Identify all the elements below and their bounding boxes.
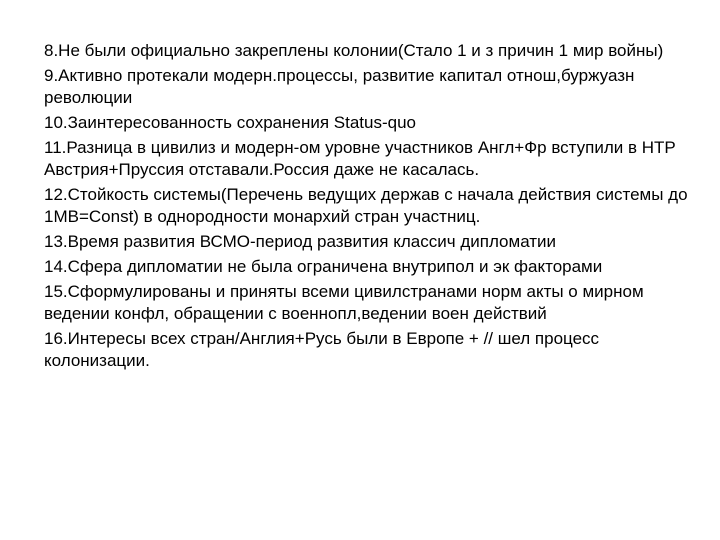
list-item-13: 13.Время развития ВСМО-период развития классич дипломатии <box>44 232 557 251</box>
list-item-12: 12.Стойкость системы(Перечень ведущих держав с начала действия системы до 1МВ=Const) в однородности монархий стран участниц. <box>44 185 688 226</box>
list-item-8: 8.Не были официально закреплены колонии(Стало 1 и з причин 1 мир войны) <box>44 41 664 60</box>
list-item-10: 10.Заинтересованность сохранения Status-quo <box>44 113 416 132</box>
list-item-15: 15.Сформулированы и приняты всеми цивилстранами норм акты о мирном ведении конфл, обращении с военнопл,ведении воен действий <box>44 282 644 323</box>
list-item-11: 11.Разница в цивилиз и модерн-ом уровне участников Англ+Фр вступили в НТР Австрия+Пруссия отставали.Россия даже не касалась. <box>44 138 676 179</box>
list-item-14: 14.Сфера дипломатии не была ограничена внутрипол и эк факторами <box>44 257 603 276</box>
list-item-9: 9.Активно протекали модерн.процессы, развитие капитал отнош,буржуазн революции <box>44 66 635 107</box>
list-item-16: 16.Интересы всех стран/Англия+Русь были в Европе + // шел процесс колонизации. <box>44 329 600 370</box>
slide-body-text <box>44 40 704 375</box>
